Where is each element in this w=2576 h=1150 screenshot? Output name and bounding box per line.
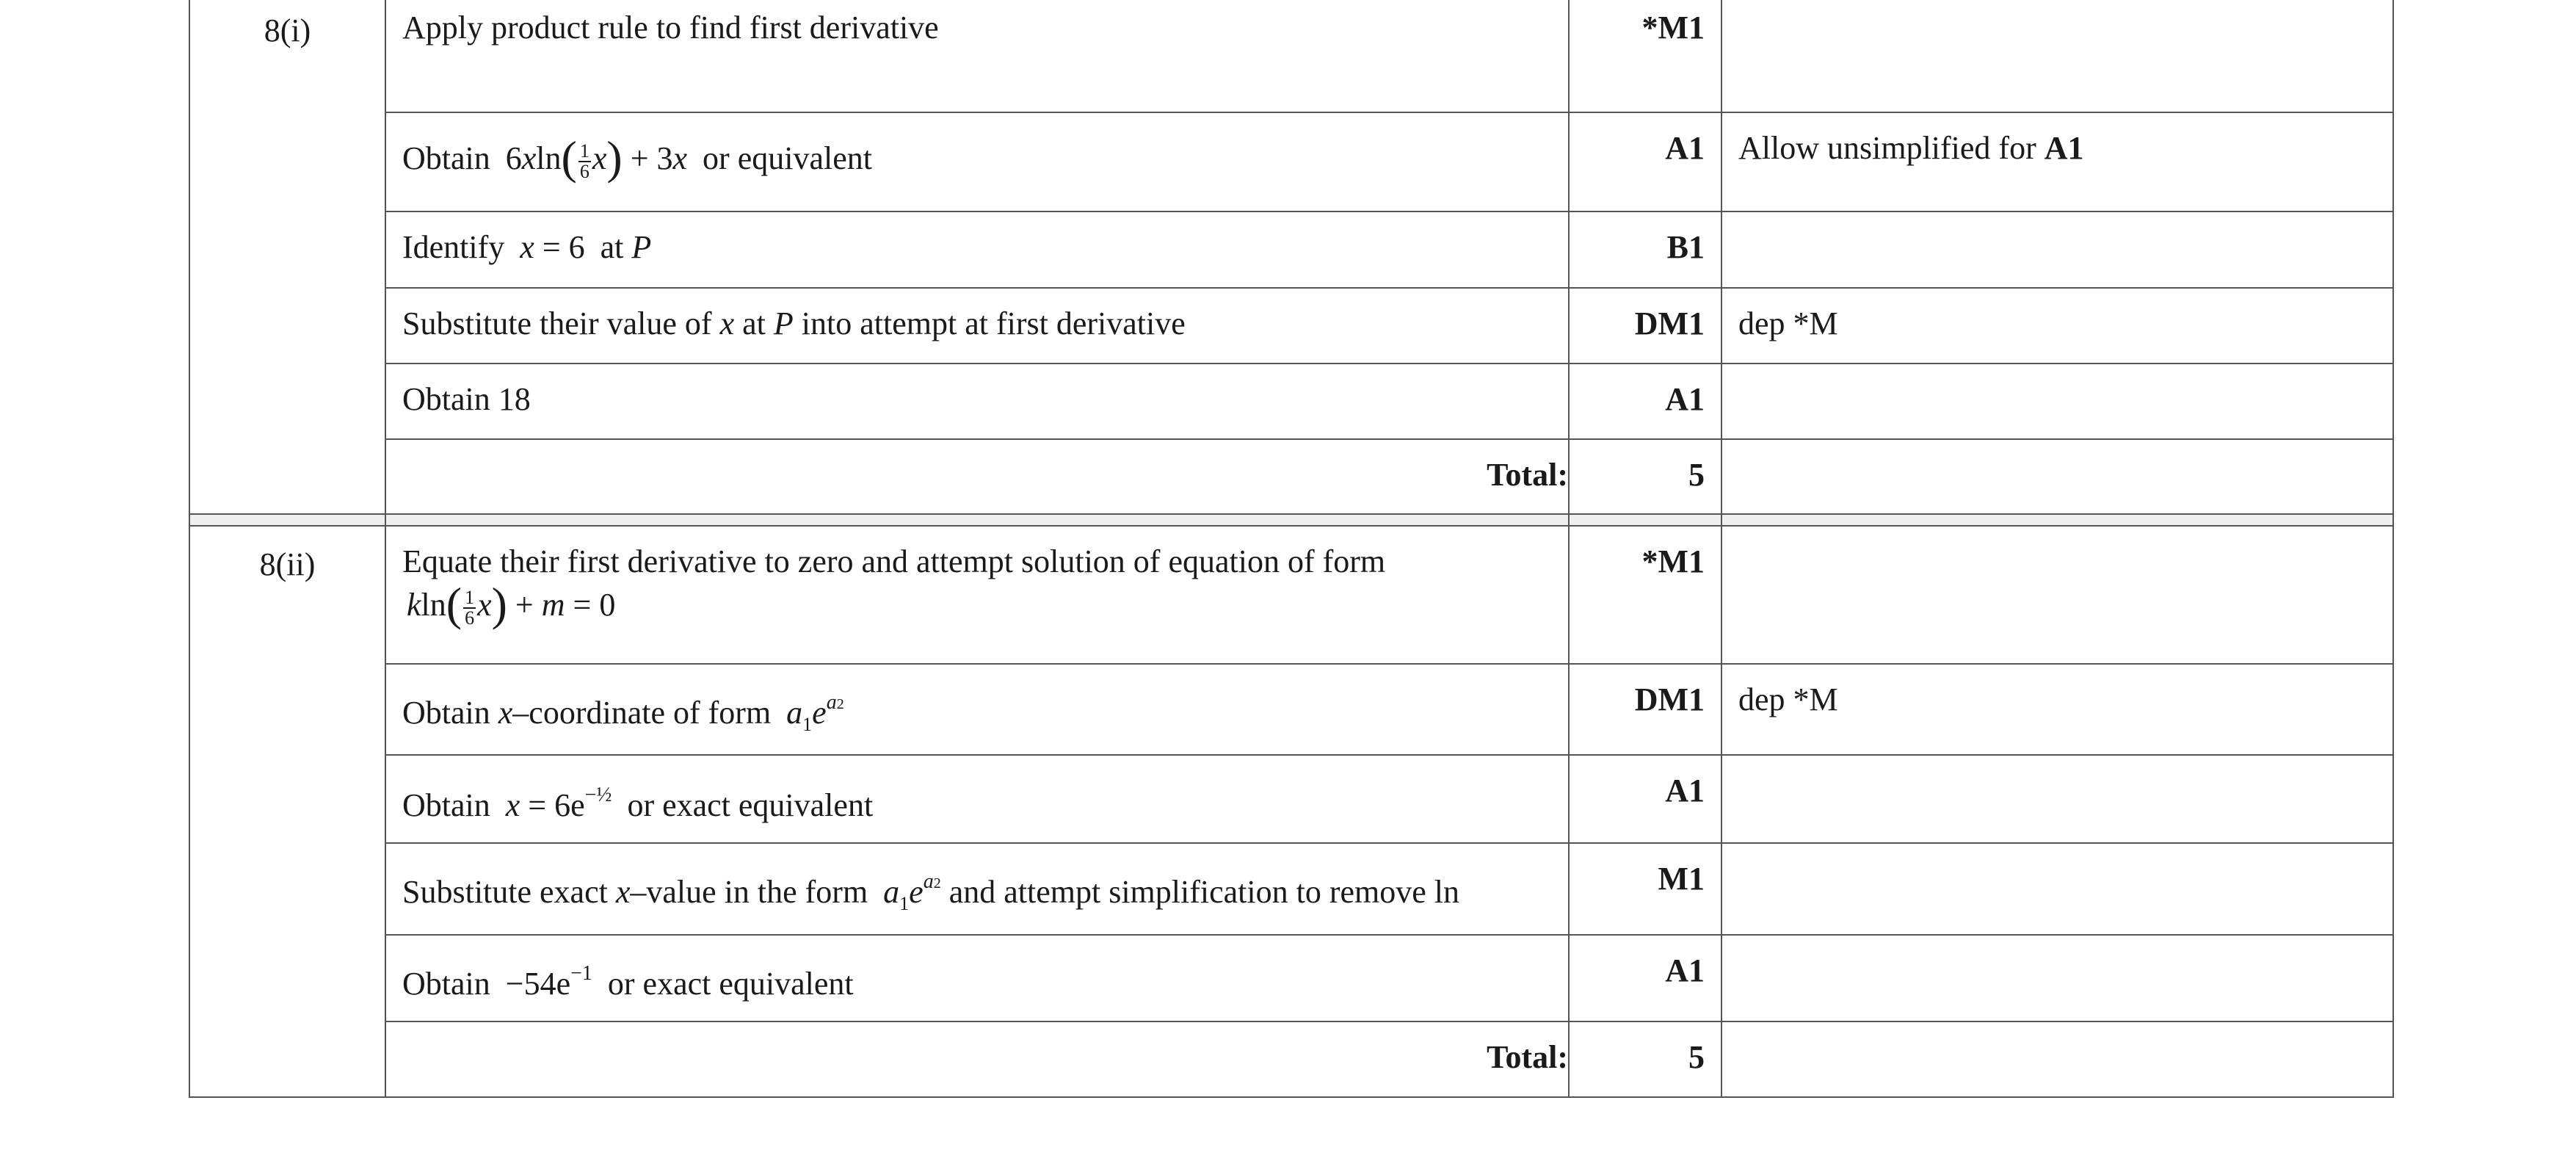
guidance-cell: dep *M xyxy=(1721,288,2393,364)
section-divider xyxy=(189,514,2393,526)
table-row xyxy=(189,112,2393,211)
answer-cell: Substitute their value of x at P into attempt at first derivative xyxy=(385,288,1569,364)
guidance-cell xyxy=(1721,526,2393,664)
total-label: Total: xyxy=(385,1021,1569,1097)
table-row xyxy=(189,664,2393,755)
answer-cell: Substitute exact x–value in the form $a_1e^{a2}$ and attempt simplification to remove ln xyxy=(385,843,1569,935)
mark-cell: *M1 xyxy=(1569,526,1721,664)
guidance-cell xyxy=(1721,935,2393,1021)
mark-cell: *M1 xyxy=(1569,0,1721,112)
guidance-cell xyxy=(1721,0,2393,112)
answer-cell: Obtain $-54e^{-1}$ or exact equivalent xyxy=(385,935,1569,1021)
table-row xyxy=(189,364,2393,439)
guidance-cell xyxy=(1721,364,2393,439)
mark-cell: A1 xyxy=(1569,112,1721,211)
answer-cell: Obtain x–coordinate of form $a_1e^{a2}$ xyxy=(385,664,1569,755)
question-number: 8(ii) xyxy=(189,526,385,1097)
guidance-cell xyxy=(1721,1021,2393,1097)
total-value: 5 xyxy=(1569,1021,1721,1097)
guidance-cell xyxy=(1721,211,2393,288)
answer-cell: Obtain 6xln( $\frac{1}{6}$ x) + 3x or equivalent xyxy=(385,112,1569,211)
total-label: Total: xyxy=(385,439,1569,514)
table-row xyxy=(189,211,2393,288)
table-row xyxy=(189,0,2393,112)
mark-cell: DM1 xyxy=(1569,664,1721,755)
guidance-cell: dep *M xyxy=(1721,664,2393,755)
mark-cell: A1 xyxy=(1569,755,1721,843)
guidance-cell: Allow unsimplified for A1 xyxy=(1721,112,2393,211)
answer-cell: Obtain 18 xyxy=(385,364,1569,439)
guidance-cell xyxy=(1721,843,2393,935)
total-value: 5 xyxy=(1569,439,1721,514)
table-row xyxy=(189,843,2393,935)
question-number: 8(i) xyxy=(189,0,385,514)
mark-scheme-table xyxy=(189,0,2394,1098)
guidance-cell xyxy=(1721,755,2393,843)
total-row xyxy=(189,1021,2393,1097)
mark-cell: M1 xyxy=(1569,843,1721,935)
fraction: $\frac{1}{6}$ xyxy=(579,140,589,182)
table-row xyxy=(189,935,2393,1021)
answer-cell: Identify x = 6 at P xyxy=(385,211,1569,288)
mark-cell: B1 xyxy=(1569,211,1721,288)
mark-cell: DM1 xyxy=(1569,288,1721,364)
table-row xyxy=(189,755,2393,843)
fraction: $\frac{1}{6}$ xyxy=(465,586,475,629)
mark-cell: A1 xyxy=(1569,364,1721,439)
mark-cell: A1 xyxy=(1569,935,1721,1021)
answer-cell: Obtain $x = 6e^{-\frac{1}{2}}$ or exact equivalent xyxy=(385,755,1569,843)
table-row xyxy=(189,288,2393,364)
answer-cell: Equate their first derivative to zero and attempt solution of equation of form kln( $\frac{1}{6}$ x) + m = 0 xyxy=(385,526,1569,664)
guidance-cell xyxy=(1721,439,2393,514)
answer-cell: Apply product rule to find first derivative xyxy=(385,0,1569,112)
table-row xyxy=(189,526,2393,664)
total-row xyxy=(189,439,2393,514)
